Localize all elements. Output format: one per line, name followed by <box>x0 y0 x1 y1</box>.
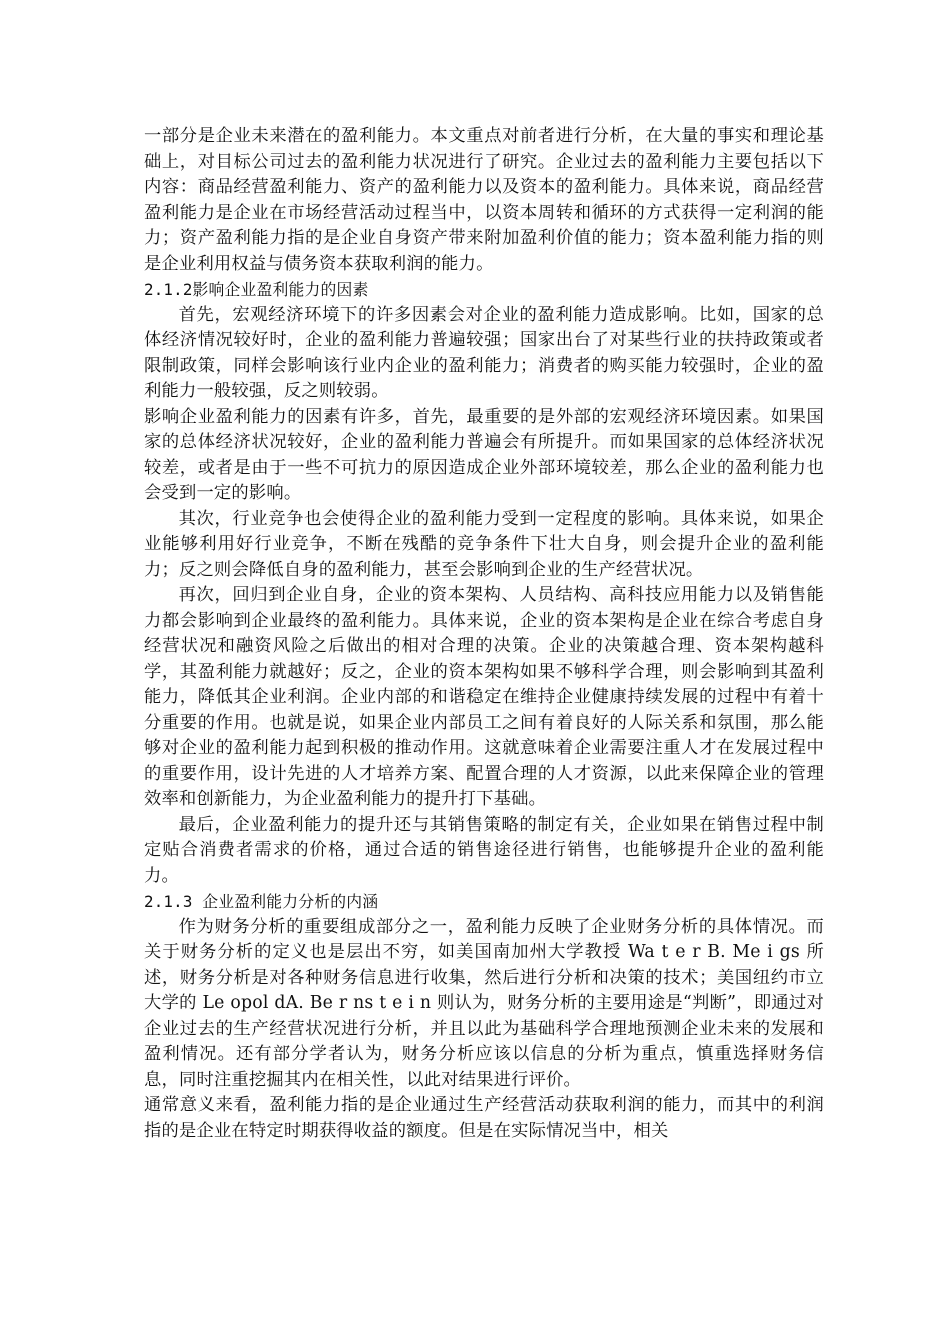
paragraph-industry-competition: 其次，行业竞争也会使得企业的盈利能力受到一定程度的影响。具体来说，如果企业能够利用好行业竞争，不断在残酷的竞争条件下壮大自身，则会提升企业的盈利能力；反之则会降低自身的盈利能力，甚至会影响到企业的生产经营状况。 <box>144 508 824 580</box>
paragraph-macro-factors: 首先，宏观经济环境下的许多因素会对企业的盈利能力造成影响。比如，国家的总体经济情况较好时，企业的盈利能力普遍较强；国家出台了对某些行业的扶持政策或者限制政策，同样会影响该行业内企业的盈利能力；消费者的购买能力较强时，企业的盈利能力一般较强，反之则较弱。 <box>144 304 824 401</box>
paragraph-sales-strategy: 最后，企业盈利能力的提升还与其销售策略的制定有关，企业如果在销售过程中制定贴合消费者需求的价格，通过合适的销售途径进行销售，也能够提升企业的盈利能力。 <box>144 814 824 886</box>
section-heading-2-1-3: 2.1.3 企业盈利能力分析的内涵 <box>144 892 379 911</box>
paragraph-financial-analysis-definition: 作为财务分析的重要组成部分之一，盈利能力反映了企业财务分析的具体情况。而关于财务分析的定义也是层出不穷，如美国南加州大学教授 Wa t e r B. Me i gs 所述，财务分析是对各种财务信息进行收集，然后进行分析和决策的技术；美国纽约市立大学的 Le opol dA. Be r ns t e i n 则认为，财务分析的主要用途是“判断”，即通过对企业过去的生产经营状况进行分析，并且以此为基础科学合理地预测企业未来的发展和盈利情况。还有部分学者认为，财务分析应该以信息的分析为重点，慎重选择财务信息，同时注重挖掘其内在相关性，以此对结果进行评价。 <box>144 916 824 1090</box>
paragraph-internal-factors: 再次，回归到企业自身，企业的资本架构、人员结构、高科技应用能力以及销售能力都会影响到企业最终的盈利能力。具体来说，企业的资本架构是企业在综合考虑自身经营状况和融资风险之后做出的相对合理的决策。企业的决策越合理、资本架构越科学，其盈利能力就越好；反之，企业的资本架构如果不够科学合理，则会影响到其盈利能力，降低其企业利润。企业内部的和谐稳定在维持企业健康持续发展的过程中有着十分重要的作用。也就是说，如果企业内部员工之间有着良好的人际关系和氛围，那么能够对企业的盈利能力起到积极的推动作用。这就意味着企业需要注重人才在发展过程中的重要作用，设计先进的人才培养方案、配置合理的人才资源，以此来保障企业的管理效率和创新能力，为企业盈利能力的提升打下基础。 <box>144 585 824 809</box>
paragraph-profit-meaning: 通常意义来看，盈利能力指的是企业通过生产经营活动获取利润的能力，而其中的利润指的是企业在特定时期获得收益的额度。但是在实际情况当中，相关 <box>144 1095 824 1141</box>
paragraph-external-environment: 影响企业盈利能力的因素有许多，首先，最重要的是外部的宏观经济环境因素。如果国家的总体经济状况较好，企业的盈利能力普遍会有所提升。而如果国家的总体经济状况较差，或者是由于一些不可抗力的原因造成企业外部环境较差，那么企业的盈利能力也会受到一定的影响。 <box>144 406 824 503</box>
paragraph-profit-capability-overview: 一部分是企业未来潜在的盈利能力。本文重点对前者进行分析，在大量的事实和理论基础上，对目标公司过去的盈利能力状况进行了研究。企业过去的盈利能力主要包括以下内容：商品经营盈利能力、资产的盈利能力以及资本的盈利能力。具体来说，商品经营盈利能力是企业在市场经营活动过程当中，以资本周转和循环的方式获得一定利润的能力；资产盈利能力指的是企业自身资产带来附加盈利价值的能力；资本盈利能力指的则是企业利用权益与债务资本获取利润的能力。 <box>144 126 824 274</box>
document-page <box>144 124 824 1144</box>
section-heading-2-1-2: 2.1.2影响企业盈利能力的因素 <box>144 280 369 299</box>
